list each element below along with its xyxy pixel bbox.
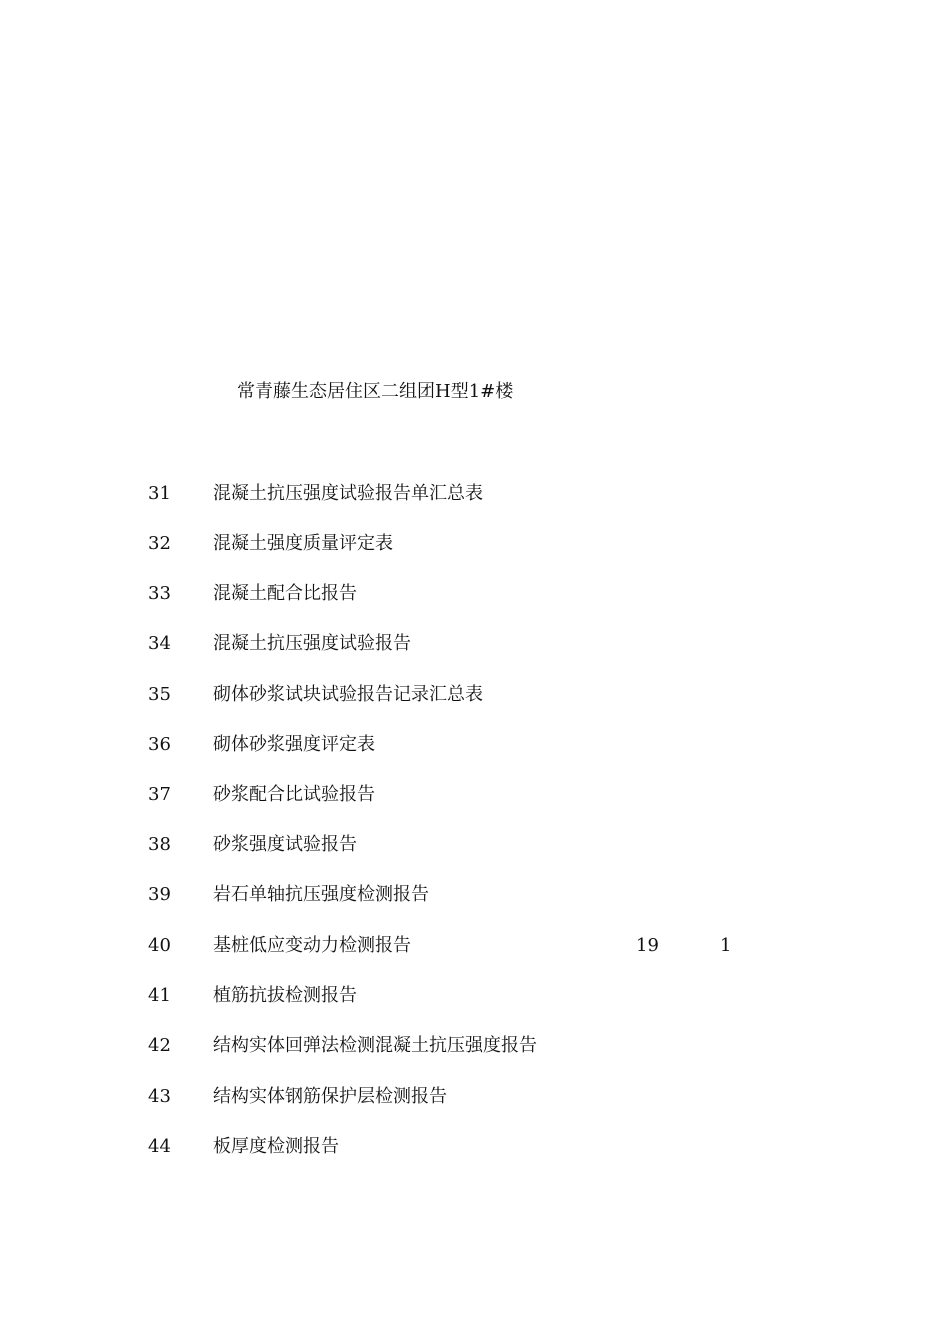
item-name: 砂浆配合比试验报告 <box>213 784 375 805</box>
item-number: 37 <box>148 784 171 805</box>
item-pages: 19 <box>636 935 659 956</box>
item-number: 40 <box>148 935 171 956</box>
list-item <box>0 1033 950 1059</box>
list-item <box>0 682 950 708</box>
item-name: 砌体砂浆强度评定表 <box>213 734 375 755</box>
item-name: 植筋抗拔检测报告 <box>213 985 357 1006</box>
item-number: 32 <box>148 533 171 554</box>
item-name: 岩石单轴抗压强度检测报告 <box>213 884 429 905</box>
item-name: 基桩低应变动力检测报告 <box>213 935 411 956</box>
item-number: 31 <box>148 483 171 504</box>
list-item <box>0 581 950 607</box>
item-number: 35 <box>148 684 171 705</box>
list-item <box>0 631 950 657</box>
item-name: 砌体砂浆试块试验报告记录汇总表 <box>213 684 483 705</box>
list-item <box>0 983 950 1009</box>
list-item <box>0 933 950 959</box>
item-number: 43 <box>148 1086 171 1107</box>
item-name: 混凝土抗压强度试验报告 <box>213 633 411 654</box>
item-name: 混凝土强度质量评定表 <box>213 533 393 554</box>
list-item <box>0 732 950 758</box>
item-number: 42 <box>148 1035 171 1056</box>
list-item <box>0 481 950 507</box>
item-count: 1 <box>720 935 732 956</box>
list-item <box>0 882 950 908</box>
item-number: 44 <box>148 1136 171 1157</box>
item-name: 混凝土抗压强度试验报告单汇总表 <box>213 483 483 504</box>
list-item <box>0 832 950 858</box>
item-name: 板厚度检测报告 <box>213 1136 339 1157</box>
item-name: 混凝土配合比报告 <box>213 583 357 604</box>
list-item <box>0 782 950 808</box>
item-number: 33 <box>148 583 171 604</box>
list-item <box>0 531 950 557</box>
item-number: 38 <box>148 834 171 855</box>
item-number: 39 <box>148 884 171 905</box>
item-number: 36 <box>148 734 171 755</box>
list-item <box>0 1134 950 1160</box>
list-item <box>0 1084 950 1110</box>
item-name: 砂浆强度试验报告 <box>213 834 357 855</box>
item-name: 结构实体钢筋保护层检测报告 <box>213 1086 447 1107</box>
item-number: 34 <box>148 633 171 654</box>
item-number: 41 <box>148 985 171 1006</box>
item-name: 结构实体回弹法检测混凝土抗压强度报告 <box>213 1035 537 1056</box>
page-title: 常青藤生态居住区二组团H型1#楼 <box>237 381 514 402</box>
